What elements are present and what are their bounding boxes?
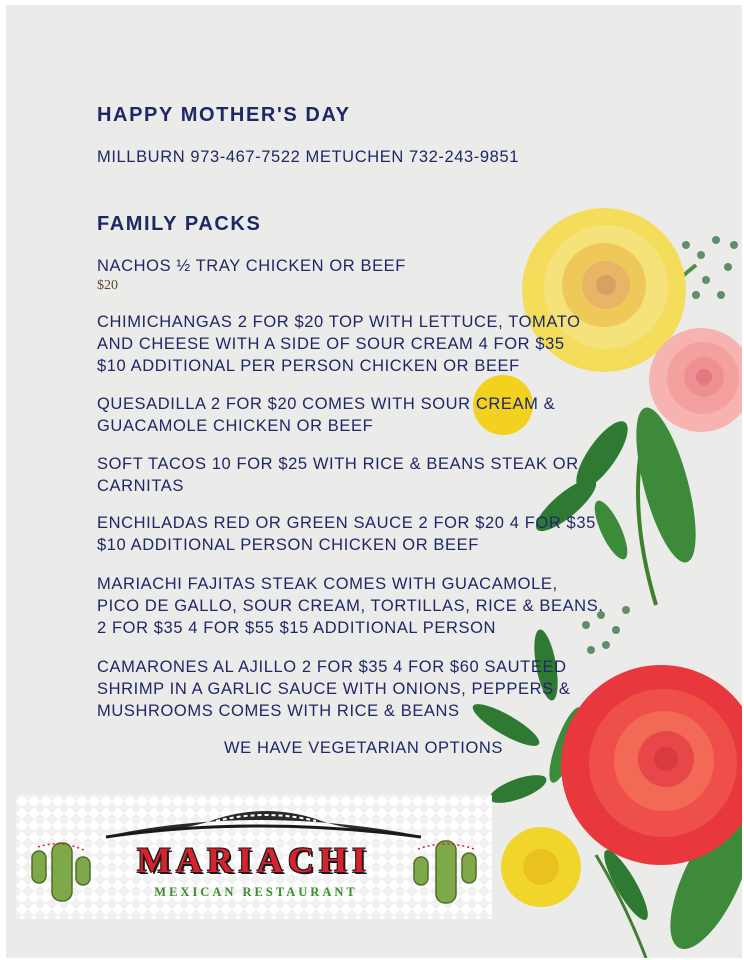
red-rose-decoration [561, 665, 742, 865]
menu-item-chimichangas [97, 311, 581, 377]
menu-item-line: NACHOS ½ TRAY CHICKEN OR BEEF [97, 257, 406, 275]
menu-item-quesadilla [97, 393, 555, 437]
page-title: HAPPY MOTHER'S DAY [97, 104, 351, 126]
menu-item-line: $10 ADDITIONAL PER PERSON CHICKEN OR BEEF [97, 357, 520, 375]
menu-item-line: CAMARONES AL AJILLO 2 FOR $35 4 FOR $60 SAUTEED [97, 658, 567, 676]
section-title: FAMILY PACKS [97, 213, 262, 235]
restaurant-logo [16, 795, 492, 919]
menu-item-line: CARNITAS [97, 477, 185, 495]
menu-item-price: $20 [97, 278, 118, 293]
menu-item-line: MUSHROOMS COMES WITH RICE & BEANS [97, 702, 460, 720]
logo-name: MARIACHI [137, 840, 371, 880]
menu-item-line: CHIMICHANGAS 2 FOR $20 TOP WITH LETTUCE, TOMATO [97, 313, 581, 331]
menu-item-line: PICO DE GALLO, SOUR CREAM, TORTILLAS, RICE & BEANS. [97, 597, 604, 615]
logo-subtitle: MEXICAN RESTAURANT [154, 885, 358, 899]
menu-item-line: 2 FOR $35 4 FOR $55 $15 ADDITIONAL PERSON [97, 619, 497, 637]
menu-item-line: AND CHEESE WITH A SIDE OF SOUR CREAM 4 FOR $35 [97, 335, 565, 353]
menu-item-nachos [97, 255, 406, 295]
menu-item-soft-tacos [97, 453, 579, 497]
menu-item-line: GUACAMOLE CHICKEN OR BEEF [97, 417, 374, 435]
yellow-flower-bottom-decoration [501, 827, 581, 907]
menu-item-enchiladas [97, 512, 596, 556]
menu-item-line: ENCHILADAS RED OR GREEN SAUCE 2 FOR $20 4 FOR $35 [97, 514, 596, 532]
menu-flyer [6, 5, 742, 958]
menu-item-line: MARIACHI FAJITAS STEAK COMES WITH GUACAMOLE, [97, 575, 558, 593]
menu-item-line: $10 ADDITIONAL PERSON CHICKEN OR BEEF [97, 536, 479, 554]
phone-numbers: MILLBURN 973-467-7522 METUCHEN 732-243-9851 [97, 148, 519, 166]
menu-item-fajitas [97, 573, 603, 639]
menu-item-line: SHRIMP IN A GARLIC SAUCE WITH ONIONS, PEPPERS & [97, 680, 571, 698]
vegetarian-note: WE HAVE VEGETARIAN OPTIONS [224, 739, 504, 757]
menu-item-camarones [97, 656, 571, 722]
menu-item-line: SOFT TACOS 10 FOR $25 WITH RICE & BEANS STEAK OR [97, 455, 579, 473]
menu-item-line: QUESADILLA 2 FOR $20 COMES WITH SOUR CREAM & [97, 395, 556, 413]
